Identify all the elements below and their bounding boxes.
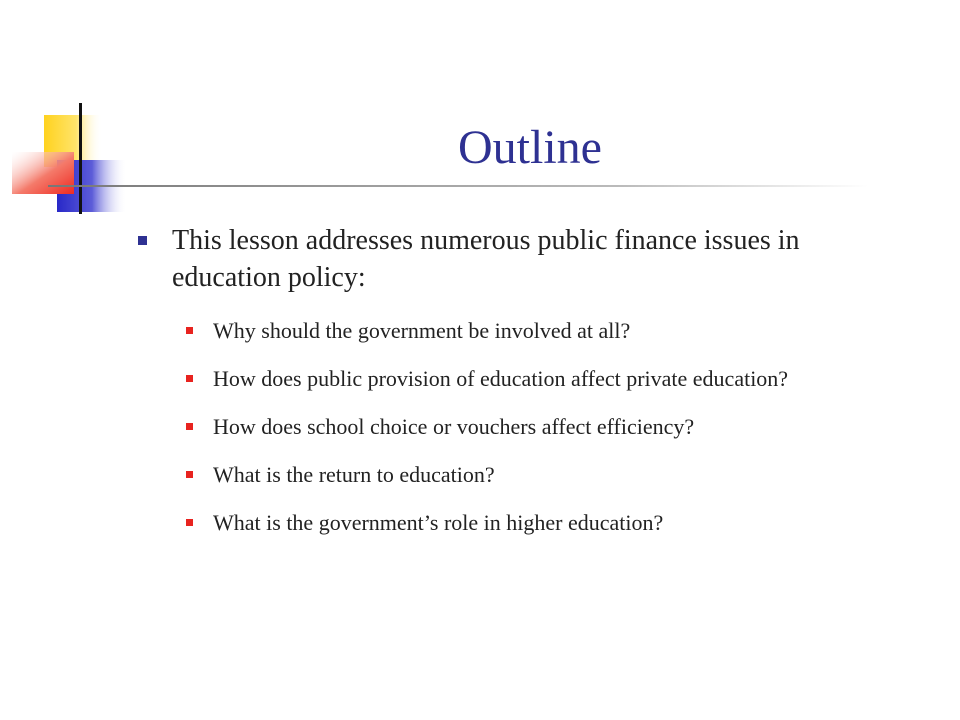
sub-bullet-text: What is the return to education? — [213, 462, 495, 487]
sub-bullet-item — [178, 508, 910, 538]
sub-bullet-text: How does school choice or vouchers affect efficiency? — [213, 414, 695, 439]
sub-bullet-item — [178, 412, 910, 442]
square-bullet-icon — [186, 327, 193, 334]
square-bullet-icon — [186, 375, 193, 382]
sub-bullet-text: How does public provision of education affect private education? — [213, 366, 789, 391]
sub-bullet-item — [178, 364, 910, 394]
sub-bullet-text: Why should the government be involved at all? — [213, 318, 631, 343]
sub-bullet-item — [178, 316, 910, 346]
square-bullet-icon — [138, 236, 147, 245]
bullet-intro-text: This lesson addresses numerous public finance issues in education policy: — [172, 225, 800, 293]
square-bullet-icon — [186, 519, 193, 526]
sub-bullet-text: What is the government’s role in higher education? — [213, 510, 664, 535]
slide-logo-graphic — [0, 0, 960, 230]
sub-bullet-list — [178, 316, 910, 538]
slide-body — [130, 222, 910, 556]
bullet-intro — [130, 222, 910, 296]
square-bullet-icon — [186, 423, 193, 430]
title-underline — [48, 185, 868, 187]
slide-title: Outline — [458, 121, 602, 174]
sub-bullet-item — [178, 460, 910, 490]
square-bullet-icon — [186, 471, 193, 478]
